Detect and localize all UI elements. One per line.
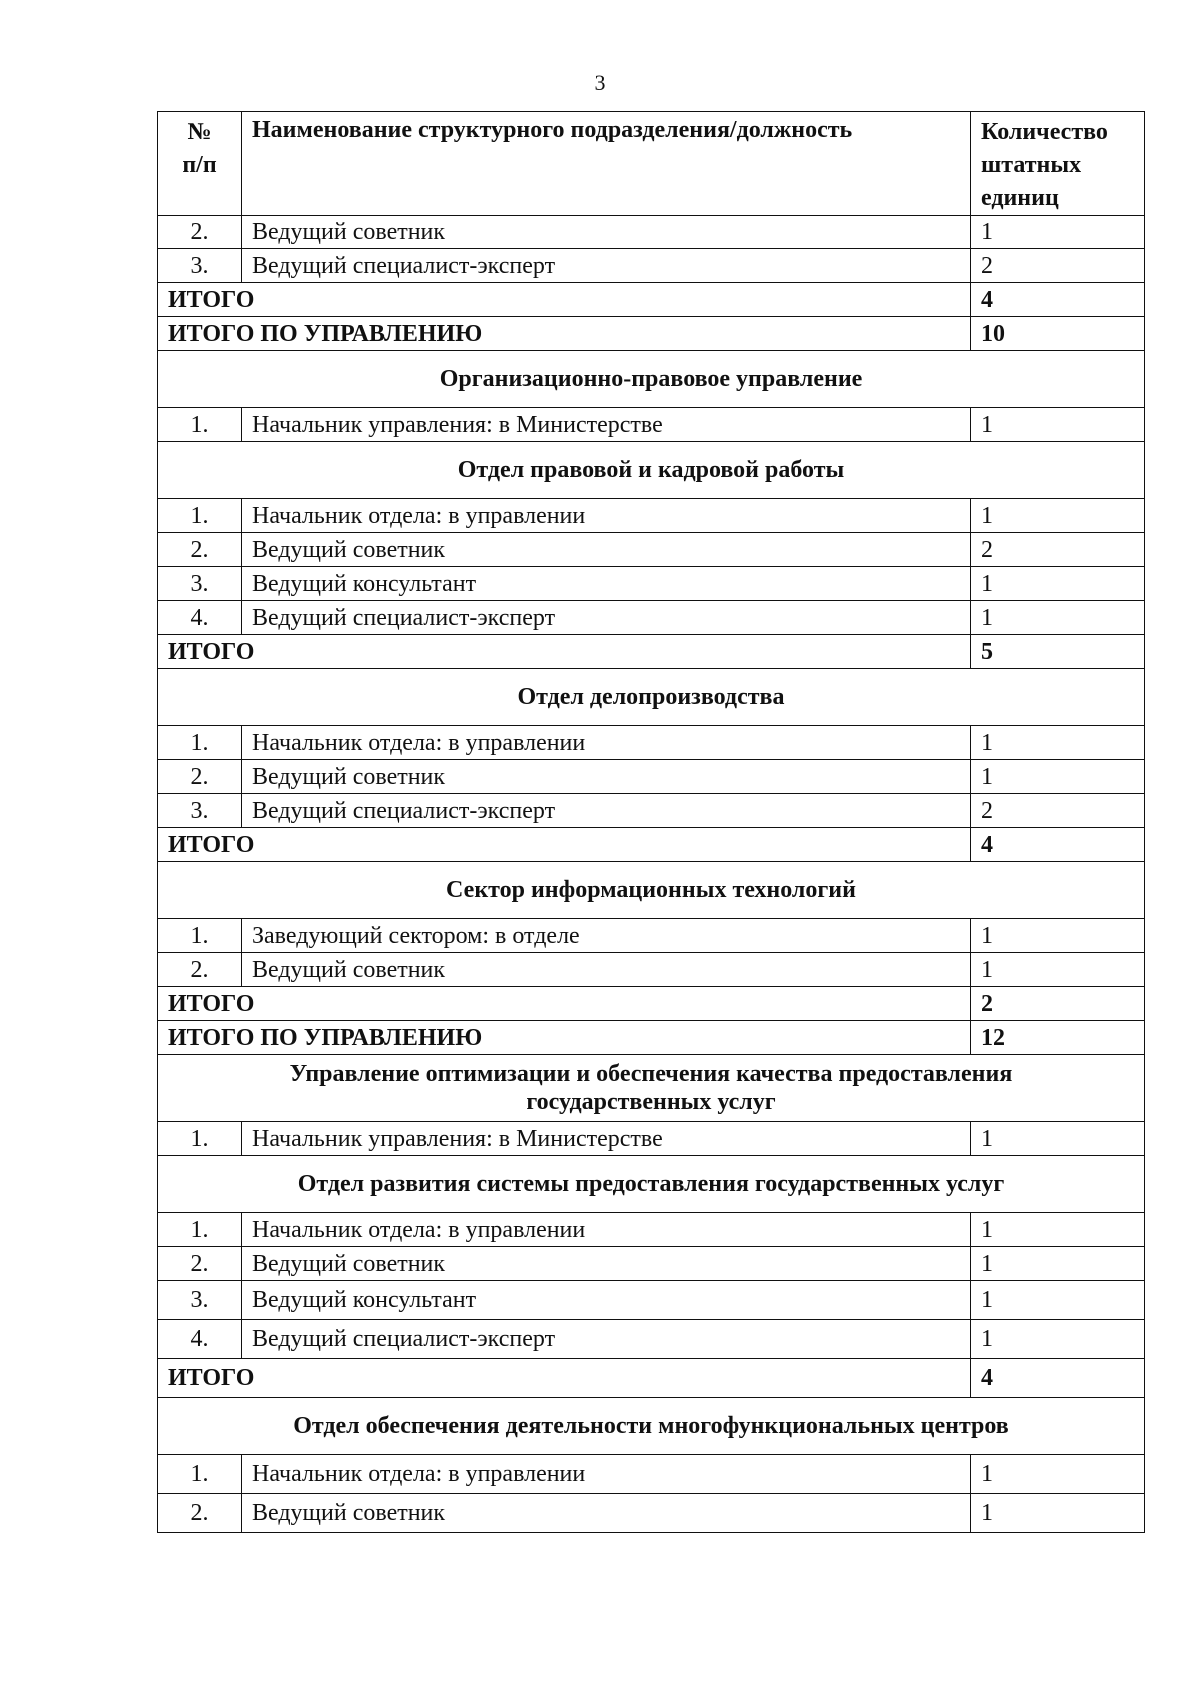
table-row: [158, 249, 1145, 283]
position-name-cell: Ведущий советник: [242, 760, 971, 794]
section-title-cell: Сектор информационных технологий: [158, 862, 1145, 919]
table-row: [158, 601, 1145, 635]
total-count-cell: 10: [971, 317, 1145, 351]
total-count-cell: 4: [971, 1359, 1145, 1398]
position-name-cell: Ведущий советник: [242, 1494, 971, 1533]
table-row: [158, 216, 1145, 249]
total-row: [158, 635, 1145, 669]
section-header-row: [158, 862, 1145, 919]
position-name-cell: Ведущий консультант: [242, 567, 971, 601]
staff-count-cell: 1: [971, 760, 1145, 794]
staff-count-cell: 1: [971, 1122, 1145, 1156]
section-header-row: [158, 351, 1145, 408]
header-number-cell: № п/п: [158, 112, 242, 216]
row-number-cell: 2.: [158, 533, 242, 567]
position-name-cell: Ведущий советник: [242, 1247, 971, 1281]
row-number-cell: 2.: [158, 1494, 242, 1533]
staff-count-cell: 1: [971, 1455, 1145, 1494]
position-name-cell: Начальник отдела: в управлении: [242, 1455, 971, 1494]
staff-count-cell: 1: [971, 919, 1145, 953]
table-row: [158, 919, 1145, 953]
row-number-cell: 1.: [158, 1213, 242, 1247]
position-name-cell: Ведущий специалист-эксперт: [242, 249, 971, 283]
table-row: [158, 1213, 1145, 1247]
row-number-cell: 2.: [158, 760, 242, 794]
section-title-cell: Отдел развития системы предоставления государственных услуг: [158, 1156, 1145, 1213]
position-name-cell: Ведущий консультант: [242, 1281, 971, 1320]
staff-count-cell: 1: [971, 499, 1145, 533]
total-label-cell: ИТОГО: [158, 828, 971, 862]
section-title-cell: Управление оптимизации и обеспечения качества предоставления государственных услуг: [158, 1055, 1145, 1122]
staff-count-cell: 2: [971, 794, 1145, 828]
table-row: [158, 760, 1145, 794]
table-row: [158, 1455, 1145, 1494]
section-header-row: [158, 1156, 1145, 1213]
table-row: [158, 1494, 1145, 1533]
total-row: [158, 987, 1145, 1021]
row-number-cell: 3.: [158, 567, 242, 601]
table-row: [158, 1320, 1145, 1359]
staff-count-cell: 1: [971, 1213, 1145, 1247]
total-count-cell: 4: [971, 283, 1145, 317]
position-name-cell: Начальник управления: в Министерстве: [242, 408, 971, 442]
total-row: [158, 1021, 1145, 1055]
position-name-cell: Начальник отдела: в управлении: [242, 726, 971, 760]
row-number-cell: 1.: [158, 499, 242, 533]
staff-count-cell: 1: [971, 601, 1145, 635]
table-row: [158, 499, 1145, 533]
position-name-cell: Ведущий советник: [242, 953, 971, 987]
table-row: [158, 1247, 1145, 1281]
row-number-cell: 4.: [158, 601, 242, 635]
table-row: [158, 726, 1145, 760]
total-count-cell: 4: [971, 828, 1145, 862]
table-row: [158, 533, 1145, 567]
page-number: 3: [594, 70, 606, 95]
section-title-cell: Отдел делопроизводства: [158, 669, 1145, 726]
section-title-cell: Отдел обеспечения деятельности многофункциональных центров: [158, 1398, 1145, 1455]
total-label-cell: ИТОГО: [158, 987, 971, 1021]
header-count-cell: Количество штатных единиц: [971, 112, 1145, 216]
table-row: [158, 567, 1145, 601]
staff-count-cell: 1: [971, 1494, 1145, 1533]
staff-count-cell: 2: [971, 533, 1145, 567]
staff-count-cell: 1: [971, 216, 1145, 249]
position-name-cell: Заведующий сектором: в отделе: [242, 919, 971, 953]
position-name-cell: Ведущий специалист-эксперт: [242, 1320, 971, 1359]
row-number-cell: 1.: [158, 919, 242, 953]
position-name-cell: Ведущий специалист-эксперт: [242, 601, 971, 635]
section-title-cell: Отдел правовой и кадровой работы: [158, 442, 1145, 499]
total-count-cell: 2: [971, 987, 1145, 1021]
staff-count-cell: 1: [971, 1320, 1145, 1359]
total-label-cell: ИТОГО ПО УПРАВЛЕНИЮ: [158, 1021, 971, 1055]
total-row: [158, 317, 1145, 351]
row-number-cell: 2.: [158, 1247, 242, 1281]
header-name-cell: Наименование структурного подразделения/должность: [242, 112, 971, 216]
total-label-cell: ИТОГО: [158, 1359, 971, 1398]
total-row: [158, 283, 1145, 317]
row-number-cell: 1.: [158, 1455, 242, 1494]
total-row: [158, 828, 1145, 862]
position-name-cell: Начальник отдела: в управлении: [242, 499, 971, 533]
position-name-cell: Ведущий советник: [242, 533, 971, 567]
row-number-cell: 1.: [158, 726, 242, 760]
row-number-cell: 3.: [158, 1281, 242, 1320]
total-label-cell: ИТОГО: [158, 283, 971, 317]
row-number-cell: 1.: [158, 408, 242, 442]
staff-count-cell: 2: [971, 249, 1145, 283]
staff-count-cell: 1: [971, 408, 1145, 442]
staff-count-cell: 1: [971, 953, 1145, 987]
section-header-row: [158, 1055, 1145, 1122]
row-number-cell: 2.: [158, 216, 242, 249]
staff-count-cell: 1: [971, 1281, 1145, 1320]
position-name-cell: Ведущий специалист-эксперт: [242, 794, 971, 828]
table-row: [158, 794, 1145, 828]
row-number-cell: 4.: [158, 1320, 242, 1359]
position-name-cell: Начальник отдела: в управлении: [242, 1213, 971, 1247]
table-row: [158, 408, 1145, 442]
staff-count-cell: 1: [971, 1247, 1145, 1281]
total-row: [158, 1359, 1145, 1398]
total-count-cell: 12: [971, 1021, 1145, 1055]
table-header-row: [158, 112, 1145, 216]
row-number-cell: 2.: [158, 953, 242, 987]
row-number-cell: 1.: [158, 1122, 242, 1156]
section-header-row: [158, 669, 1145, 726]
total-label-cell: ИТОГО: [158, 635, 971, 669]
table-row: [158, 1281, 1145, 1320]
row-number-cell: 3.: [158, 249, 242, 283]
position-name-cell: Ведущий советник: [242, 216, 971, 249]
section-title-cell: Организационно-правовое управление: [158, 351, 1145, 408]
total-count-cell: 5: [971, 635, 1145, 669]
staff-count-cell: 1: [971, 567, 1145, 601]
total-label-cell: ИТОГО ПО УПРАВЛЕНИЮ: [158, 317, 971, 351]
table-row: [158, 1122, 1145, 1156]
staff-count-cell: 1: [971, 726, 1145, 760]
staffing-table: [157, 111, 1145, 1533]
table-row: [158, 953, 1145, 987]
section-header-row: [158, 442, 1145, 499]
section-header-row: [158, 1398, 1145, 1455]
row-number-cell: 3.: [158, 794, 242, 828]
position-name-cell: Начальник управления: в Министерстве: [242, 1122, 971, 1156]
